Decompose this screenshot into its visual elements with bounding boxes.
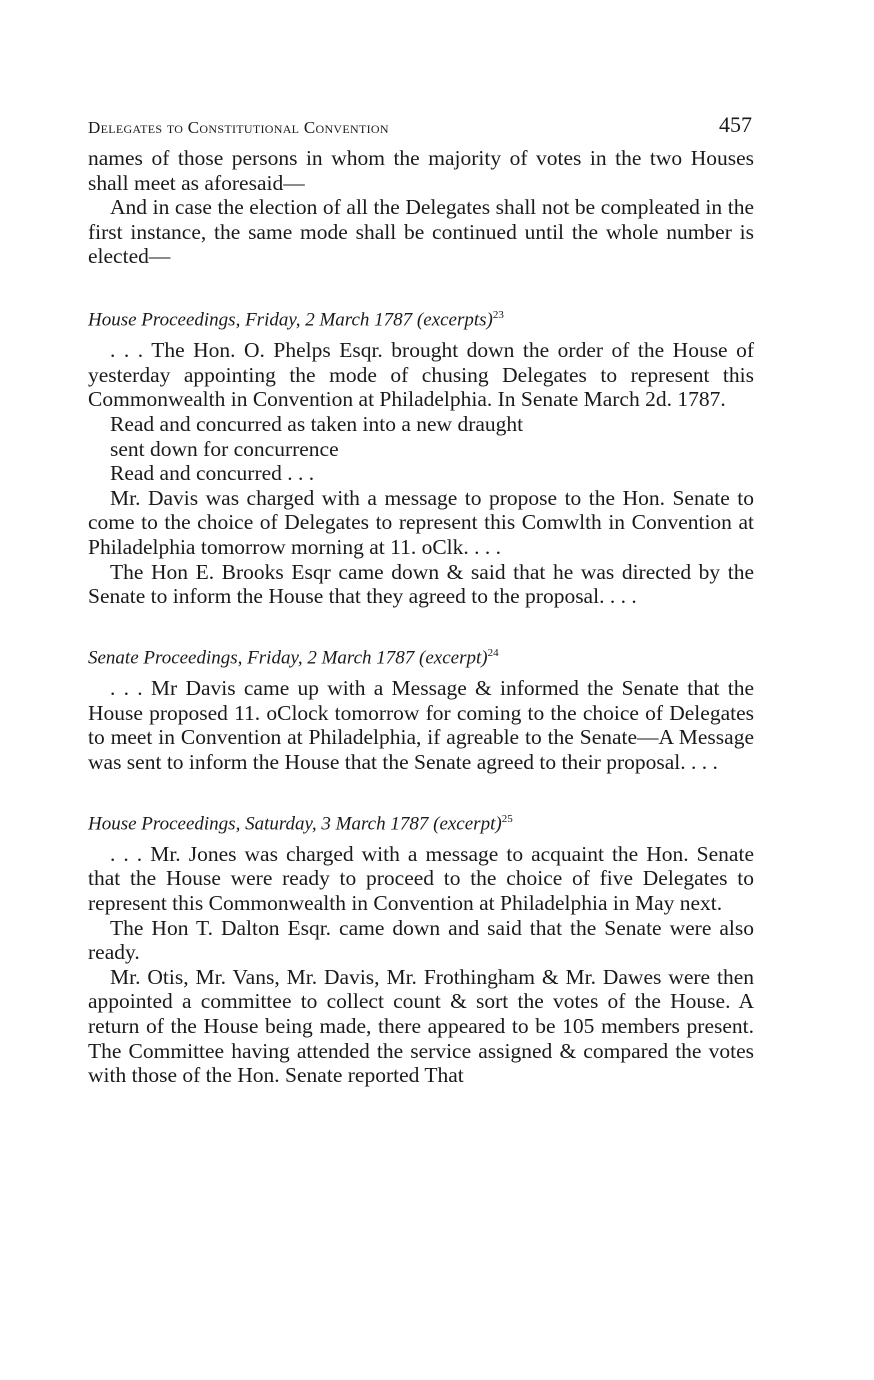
section-heading-text: House Proceedings, Friday, 2 March 1787 (excerpts) [88, 309, 493, 331]
footnote-marker: 25 [501, 812, 513, 825]
paragraph: The Hon E. Brooks Esqr came down & said that he was directed by the Senate to inform the House that they agreed to the proposal. . . . [88, 559, 754, 609]
section-heading-text: Senate Proceedings, Friday, 2 March 1787 (excerpt) [88, 647, 488, 669]
footnote-marker: 23 [492, 308, 504, 321]
paragraph: Mr. Otis, Mr. Vans, Mr. Davis, Mr. Frothingham & Mr. Dawes were then appointed a committee to collect count & sort the votes of the House. A return of the House being made, there appeared to be 105 members present. The Committee having attended the service assigned & compared the votes with those of the Hon. Senate reported That [88, 964, 754, 1088]
section-heading [88, 303, 754, 332]
running-head [88, 112, 754, 146]
page-number: 457 [719, 112, 752, 137]
text-line: Read and concurred . . . [110, 461, 315, 486]
paragraph: Mr. Davis was charged with a message to propose to the Hon. Senate to come to the choice of Delegates to represent this Comwlth in Convention at Philadelphia tomorrow morning at 11. oClk. . . . [88, 485, 754, 560]
opening-block [88, 146, 754, 269]
paragraph: . . . Mr. Jones was charged with a message to acquaint the Hon. Senate that the House were ready to proceed to the choice of five Delegates to represent this Commonwealth in Convention at Philadelphia in May next. [88, 841, 754, 916]
section-heading [88, 807, 754, 836]
section-heading [88, 641, 754, 670]
paragraph: And in case the election of all the Delegates shall not be compleated in the first instance, the same mode shall be continued until the whole number is elected— [88, 195, 754, 269]
paragraph: . . . The Hon. O. Phelps Esqr. brought down the order of the House of yesterday appointing the mode of chusing Delegates to represent this Commonwealth in Convention at Philadelphia. In Senate March 2d. 1787. [88, 338, 754, 412]
paragraph: names of those persons in whom the majority of votes in the two Houses shall meet as aforesaid— [88, 146, 754, 195]
text-line: sent down for concurrence [110, 436, 339, 461]
document-page [88, 112, 754, 1088]
section-heading-text: House Proceedings, Saturday, 3 March 1787 (excerpt) [88, 812, 502, 834]
text-line: Read and concurred as taken into a new draught [110, 412, 524, 437]
paragraph: The Hon T. Dalton Esqr. came down and said that the Senate were also ready. [88, 915, 754, 965]
footnote-marker: 24 [487, 646, 499, 659]
running-head-title: Delegates to Constitutional Convention [88, 118, 389, 137]
paragraph: . . . Mr Davis came up with a Message & informed the Senate that the House proposed 11. oClock tomorrow for coming to the choice of Delegates to meet in Convention at Philadelphia, if agreable to the Senate—A Message was sent to inform the House that the Senate agreed to their proposal. . . . [88, 676, 754, 774]
